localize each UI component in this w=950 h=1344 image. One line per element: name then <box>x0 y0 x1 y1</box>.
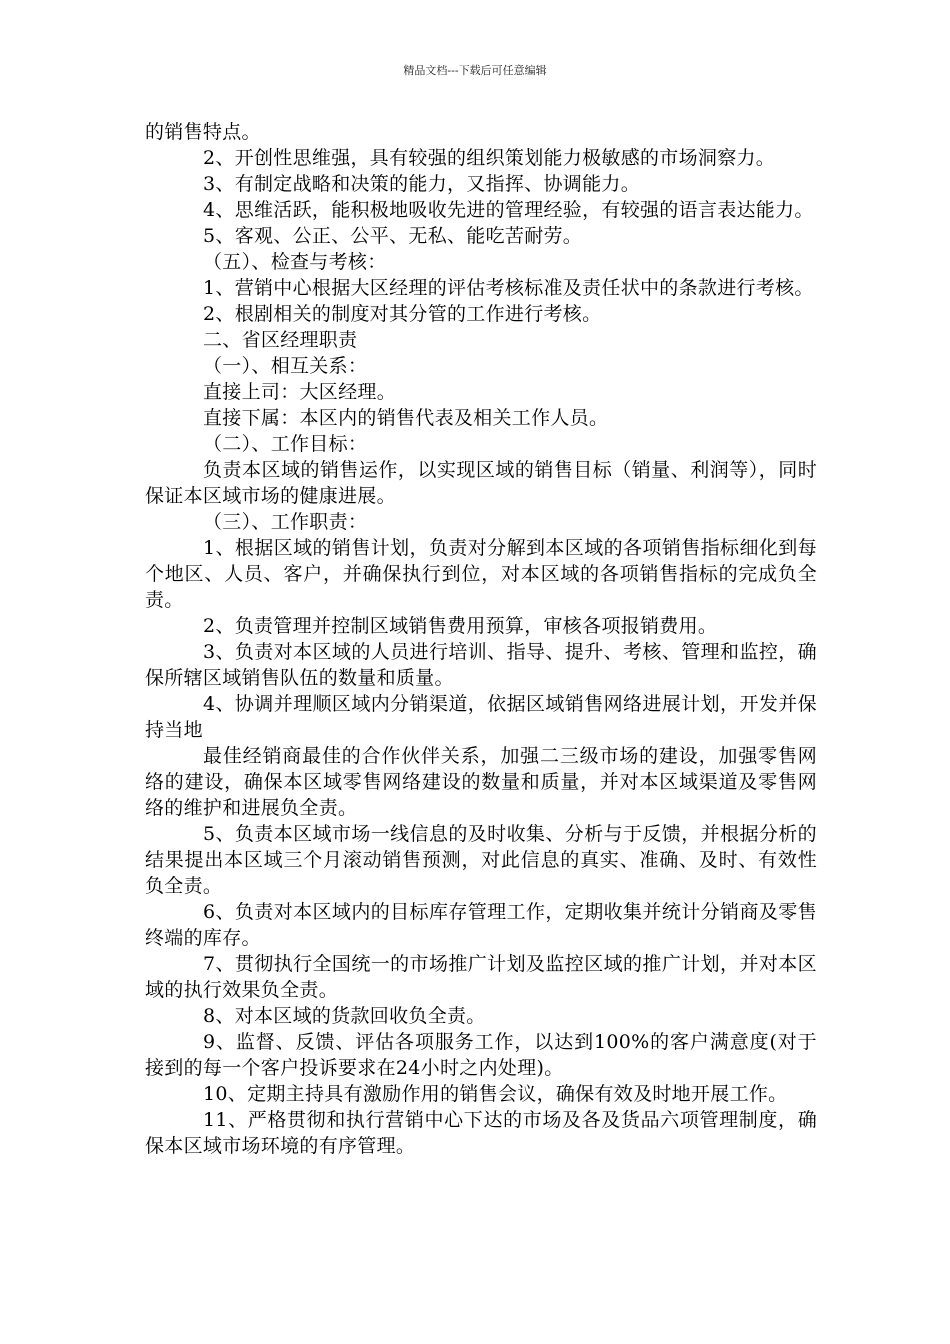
paragraph: 4、协调并理顺区域内分销渠道，依据区域销售网络进展计划，开发并保持当地 <box>145 693 817 741</box>
paragraph: 最佳经销商最佳的合作伙伴关系，加强二三级市场的建设，加强零售网络的建设，确保本区域零售网络建设的数量和质量，并对本区域渠道及零售网络的维护和进展负全责。 <box>145 745 817 819</box>
paragraph: （三）、工作职责： <box>203 511 368 533</box>
paragraph: 直接下属：本区内的销售代表及相关工作人员。 <box>203 407 609 429</box>
paragraph: 9、监督、反馈、评估各项服务工作，以达到100%的客户满意度(对于接到的每一个客户投诉要求在24小时之内处理)。 <box>145 1031 817 1079</box>
paragraph: 负责本区域的销售运作，以实现区域的销售目标（销量、利润等），同时保证本区域市场的健康进展。 <box>145 459 817 507</box>
paragraph: 11、严格贯彻和执行营销中心下达的市场及各及货品六项管理制度，确保本区域市场环境的有序管理。 <box>145 1109 817 1157</box>
paragraph: 1、营销中心根据大区经理的评估考核标准及责任状中的条款进行考核。 <box>203 277 814 299</box>
paragraph: 3、有制定战略和决策的能力，又指挥、协调能力。 <box>203 173 640 195</box>
paragraph: 二、省区经理职责 <box>203 329 358 351</box>
paragraph: （五）、检查与考核： <box>203 251 387 273</box>
document-body <box>145 119 817 1159</box>
paragraph: 8、对本区域的货款回收负全责。 <box>203 1005 486 1027</box>
paragraph: 10、定期主持具有激励作用的销售会议，确保有效及时地开展工作。 <box>203 1083 788 1105</box>
paragraph: 4、思维活跃，能积极地吸收先进的管理经验，有较强的语言表达能力。 <box>203 199 814 221</box>
page-header: 精品文档---下载后可任意编辑 <box>403 64 547 77</box>
paragraph: 2、负责管理并控制区域销售费用预算，审核各项报销费用。 <box>203 615 718 637</box>
paragraph: 5、负责本区域市场一线信息的及时收集、分析与于反馈，并根据分析的结果提出本区域三个月滚动销售预测，对此信息的真实、准确、及时、有效性负全责。 <box>145 823 817 897</box>
paragraph: 3、负责对本区域的人员进行培训、指导、提升、考核、管理和监控，确保所辖区域销售队伍的数量和质量。 <box>145 641 817 689</box>
paragraph: 2、根剧相关的制度对其分管的工作进行考核。 <box>203 303 602 325</box>
paragraph: 7、贯彻执行全国统一的市场推广计划及监控区域的推广计划，并对本区域的执行效果负全责。 <box>145 953 817 1001</box>
paragraph: 2、开创性思维强，具有较强的组织策划能力极敏感的市场洞察力。 <box>203 147 776 169</box>
paragraph: 直接上司：大区经理。 <box>203 381 397 403</box>
paragraph: （二）、工作目标： <box>203 433 368 455</box>
paragraph: （一）、相互关系： <box>203 355 368 377</box>
paragraph: 5、客观、公正、公平、无私、能吃苦耐劳。 <box>203 225 583 247</box>
paragraph: 的销售特点。 <box>145 121 261 143</box>
paragraph: 1、根据区域的销售计划，负责对分解到本区域的各项销售指标细化到每个地区、人员、客户，并确保执行到位，对本区域的各项销售指标的完成负全责。 <box>145 537 817 611</box>
paragraph: 6、负责对本区域内的目标库存管理工作，定期收集并统计分销商及零售终端的库存。 <box>145 901 817 949</box>
